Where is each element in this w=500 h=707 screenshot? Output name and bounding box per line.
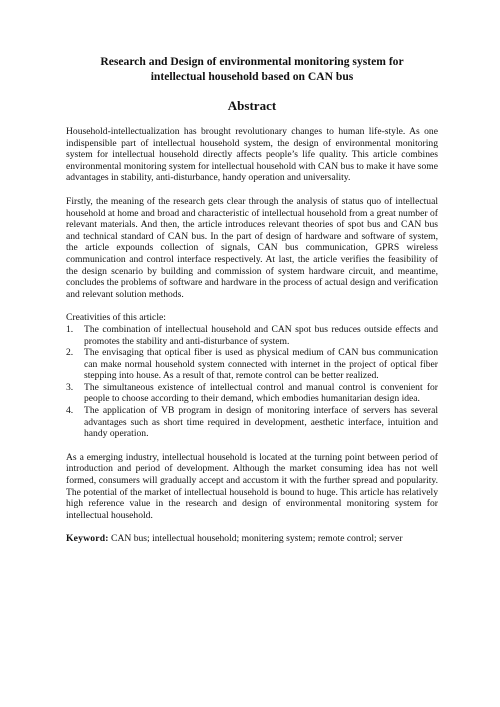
list-item-number: 2. [66, 347, 74, 359]
paper-title [66, 54, 438, 84]
list-item-number: 3. [66, 381, 74, 393]
list-item-text: The combination of intellectual household and CAN spot bus reduces outside effects and promotes the stability and anti-disturbance of system. [84, 323, 438, 347]
keywords-line [66, 533, 438, 545]
abstract-paragraph-2: Firstly, the meaning of the research gets clear through the analysis of status quo of intellectual household at home and broad and characteristic of intellectual household from a great number of relevant materials. And then, the article introduces relevant theories of spot bus and CAN bus and technical standard of CAN bus. In the part of design of hardware and software of system, the article expounds collection of signals, CAN bus communication, GPRS wireless communication and control interface respectively. At last, the article verifies the feasibility of the design scenario by building and commission of system hardware circuit, and meantime, concludes the problems of software and hardware in the process of actual design and verification and relevant solution methods. [66, 195, 438, 300]
keywords-label: Keyword: [66, 533, 109, 545]
list-item-text: The application of VB program in design of monitoring interface of servers has several advantages such as short time required in development, aesthetic interface, intuition and handy operation. [84, 405, 438, 440]
abstract-paragraph-1: Household-intellectualization has brought revolutionary changes to human life-style. As one indispensible part of intellectual household system, the design of environmental monitoring system for intellectual household directly affects people’s life quality. This article combines environmental monitoring system for intellectual household with CAN bus to make it have some advantages in stability, anti-disturbance, handy operation and universality. [66, 126, 438, 184]
creativities-list [66, 324, 438, 440]
creativities-label: Creativities of this article: [66, 312, 166, 324]
abstract-heading: Abstract [227, 98, 277, 113]
list-item-number: 4. [66, 405, 74, 417]
paper-title-line-2: intellectual household based on CAN bus [150, 70, 354, 83]
closing-paragraph: As a emerging industry, intellectual household is located at the turning point between period of introduction and period of development. Although the market consuming idea has not well formed, consumers will gradually accept and accustom it with the further spread and popularity. The potential of the market of intellectual household is bound to huge. This article has relatively high reference value in the research and design of environmental monitoring system for intellectual household. [66, 451, 438, 521]
list-item [66, 405, 438, 440]
list-item [66, 347, 438, 382]
paper-title-line-1: Research and Design of environmental monitoring system for [100, 55, 404, 68]
list-item [66, 324, 438, 347]
keywords-text: CAN bus; intellectual household; monitering system; remote control; server [111, 533, 403, 545]
list-item-number: 1. [66, 323, 74, 335]
list-item-text: The simultaneous existence of intellectual control and manual control is convenient for people to choose according to their demand, which embodies humanitarian design idea. [84, 381, 438, 405]
list-item [66, 382, 438, 405]
list-item-text: The envisaging that optical fiber is used as physical medium of CAN bus communication can make normal household system connected with internet in the project of optical fiber stepping into house. As a result of that, remote control can be better realized. [84, 347, 438, 382]
